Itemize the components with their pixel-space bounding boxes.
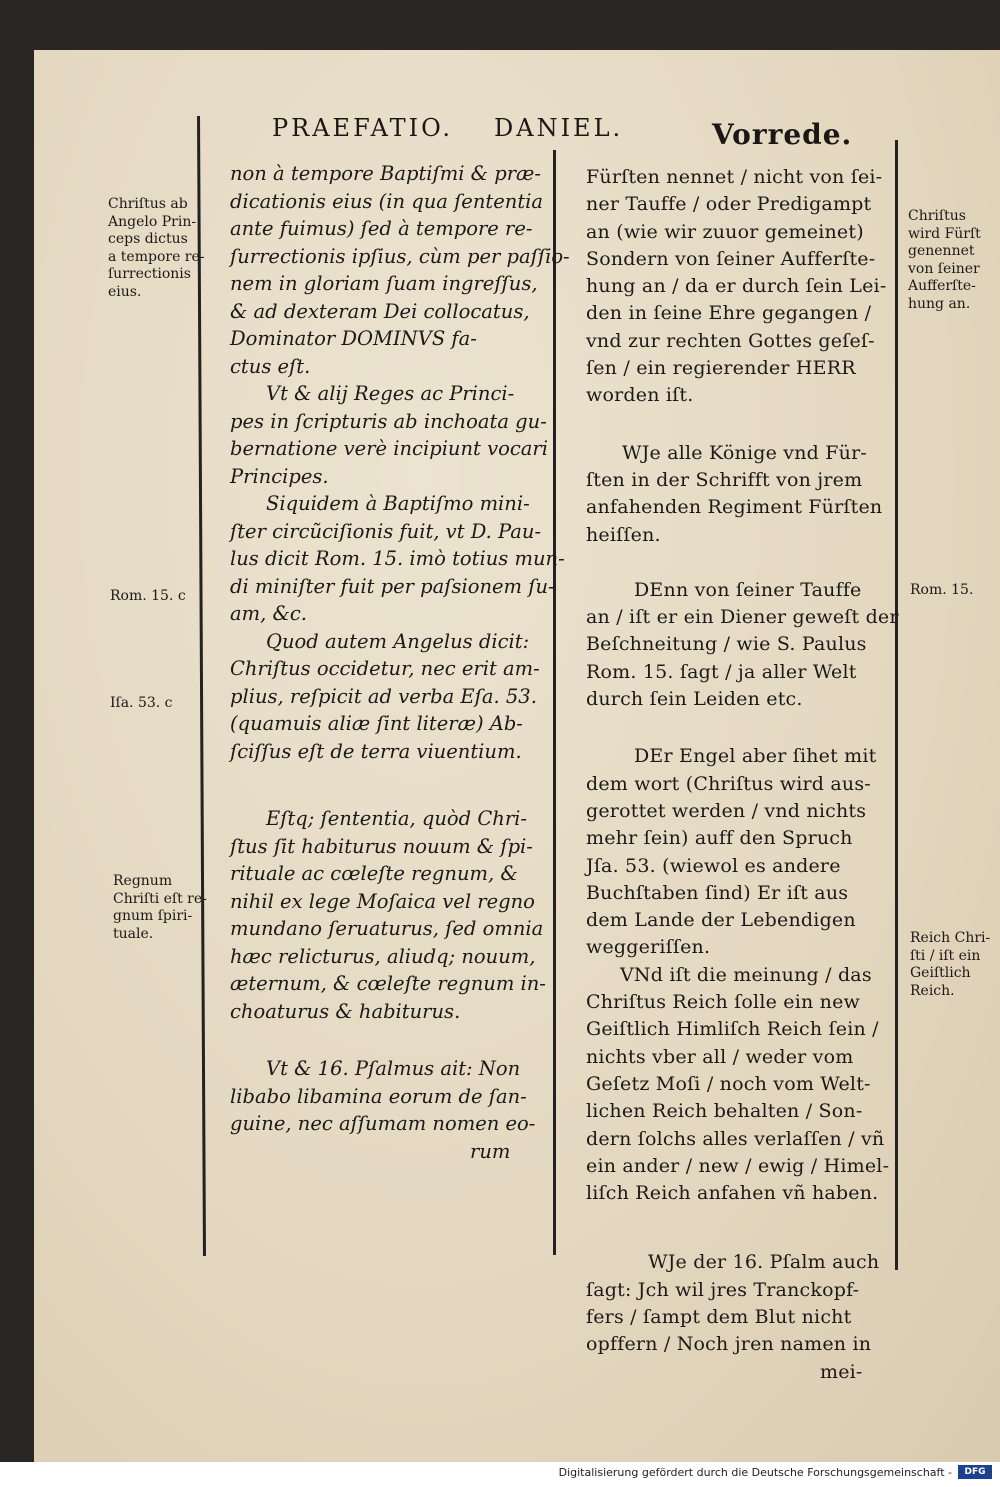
text-line: Geſetz Moſi / noch vom Welt-	[586, 1072, 871, 1095]
text-line: rituale ac cœleſte regnum, &	[230, 862, 518, 885]
text-line: ante fuimus) ſed à tempore re-	[230, 217, 533, 240]
text-line: bernatione verè incipiunt vocari	[230, 437, 548, 460]
latin-column	[230, 160, 570, 1165]
text-line: Vt & 16. Pſalmus ait: Non	[266, 1057, 521, 1080]
header-center: DANIEL.	[494, 114, 624, 142]
right-note-rom-15: Rom. 15.	[910, 582, 974, 598]
text-line: plius, reſpicit ad verba Eſa. 53.	[230, 684, 537, 708]
text-line: Beſchneitung / wie S. Paulus	[586, 633, 867, 656]
text-line: an / iſt er ein Diener geweſt der	[586, 606, 899, 629]
text-line: choaturus & habiturus.	[230, 999, 461, 1023]
text-line: ein ander / new / ewig / Himel-	[586, 1154, 890, 1177]
text-line: Geiſtlich Himliſch Reich ſein /	[586, 1018, 879, 1041]
text-line: Siquidem à Baptiſmo mini-	[266, 492, 530, 515]
text-line: am, &c.	[230, 602, 307, 625]
text-line: nihil ex lege Moſaica vel regno	[230, 889, 535, 913]
german-paragraph-2	[586, 440, 899, 549]
german-paragraph-5	[586, 962, 899, 1208]
text-line: ſagt: Jch wil jres Tranckopf-	[586, 1278, 860, 1301]
german-column	[586, 164, 899, 1386]
text-line: nem in gloriam ſuam ingreſſus,	[230, 272, 538, 295]
text-line: Chriſtus occidetur, nec erit am-	[230, 657, 540, 680]
dfg-logo: DFG	[958, 1465, 992, 1479]
text-line: ſciſſus eſt de terra viuentium.	[230, 739, 522, 763]
text-line: dem wort (Chriſtus wird aus-	[586, 772, 871, 795]
text-line: æternum, & cœleſte regnum in-	[230, 972, 546, 995]
latin-paragraph-6	[230, 1055, 570, 1165]
text-line: ſter circũciſionis fuit, vt D. Pau-	[230, 519, 542, 543]
text-line: lus dicit Rom. 15. imò totius mun-	[230, 547, 565, 570]
left-note-christus-princeps: Chriſtus ab Angelo Prin- ceps dictus a tempore re- ſurrectionis eius.	[108, 196, 205, 300]
text-line: dem Lande der Lebendigen	[586, 909, 856, 932]
text-line: Sondern von ſeiner Aufferſte-	[586, 247, 876, 270]
german-paragraph-4	[586, 743, 899, 961]
text-line: ner Tauffe / oder Predigampt	[586, 193, 872, 216]
text-line: guine, nec aſſumam nomen eo-	[230, 1112, 536, 1135]
text-line: dern ſolchs alles verlaſſen / vñ	[586, 1127, 885, 1150]
text-line: ſten in der Schrifft von jrem	[586, 468, 863, 491]
text-line: dicationis eius (in qua ſententia	[230, 189, 544, 213]
text-line: DEr Engel aber ſihet mit	[634, 745, 877, 768]
text-line: Chriſtus Reich ſolle ein new	[586, 991, 861, 1014]
text-line: liſch Reich anfahen vñ haben.	[586, 1182, 879, 1205]
text-line: opffern / Noch jren namen in	[586, 1333, 872, 1356]
left-note-regnum: Regnum Chriſti eſt re- gnum ſpiri- tuale.	[113, 873, 207, 942]
text-line: ctus eſt.	[230, 354, 311, 378]
text-line: mehr ſein) auff den Spruch	[586, 827, 853, 850]
left-note-isa-53: Iſa. 53. c	[110, 695, 173, 711]
header-right: Vorrede.	[712, 118, 853, 151]
text-line: (quamuis aliæ ſint literæ) Ab-	[230, 712, 523, 735]
text-line: Dominator DOMINVS fa-	[230, 327, 477, 350]
text-line: vnd zur rechten Gottes geſeſ-	[586, 329, 875, 352]
latin-paragraph-4	[230, 628, 570, 766]
text-line: Vt & alij Reges ac Princi-	[266, 382, 515, 405]
latin-paragraph-2	[230, 380, 570, 490]
text-line: heiſſen.	[586, 523, 661, 546]
text-line: ſen / ein regierender HERR	[586, 357, 856, 380]
text-line: ſurrectionis ipſius, cùm per paſſio-	[230, 244, 570, 268]
german-paragraph-6	[586, 1249, 899, 1385]
latin-paragraph-1	[230, 160, 570, 380]
text-line: hung an / da er durch ſein Lei-	[586, 275, 887, 298]
text-line: Rom. 15. ſagt / ja aller Welt	[586, 660, 857, 683]
text-line: libabo libamina eorum de ſan-	[230, 1084, 527, 1108]
text-line: di miniſter fuit per paſsionem ſu-	[230, 574, 555, 598]
text-line: worden iſt.	[586, 384, 694, 407]
german-paragraph-3	[586, 577, 899, 713]
text-line: nichts vber all / weder vom	[586, 1045, 854, 1068]
latin-paragraph-5	[230, 805, 570, 1025]
text-line: & ad dexteram Dei collocatus,	[230, 299, 530, 323]
text-line: durch ſein Leiden etc.	[586, 688, 803, 711]
text-line: DEnn von ſeiner Tauffe	[634, 578, 862, 601]
text-line: Fürſten nennet / nicht von ſei-	[586, 166, 883, 188]
latin-paragraph-3	[230, 490, 570, 628]
text-line: den in ſeine Ehre gegangen /	[586, 302, 872, 325]
right-note-christus-fuerst: Chriſtus wird Fürſt genennet von ſeiner Aufferſte- hung an.	[908, 208, 981, 312]
text-line: VNd iſt die meinung / das	[620, 963, 872, 986]
text-line: non à tempore Baptiſmi & præ-	[230, 162, 541, 185]
left-note-rom-15: Rom. 15. c	[110, 588, 186, 604]
catchword: rum	[470, 1139, 511, 1163]
text-line: fers / ſampt dem Blut nicht	[586, 1305, 852, 1328]
text-line: Jſa. 53. (wiewol es andere	[586, 854, 841, 877]
catchword: mei-	[820, 1360, 863, 1383]
text-line: anfahenden Regiment Fürſten	[586, 496, 883, 519]
text-line: WJe der 16. Pſalm auch	[648, 1251, 880, 1274]
text-line: Principes.	[230, 464, 329, 488]
text-line: gerottet werden / vnd nichts	[586, 799, 867, 822]
text-line: ſtus ſit habiturus nouum & ſpi-	[230, 834, 533, 858]
text-line: Quod autem Angelus dicit:	[266, 629, 530, 653]
text-line: pes in ſcripturis ab inchoata gu-	[230, 409, 547, 433]
text-line: Buchſtaben ſind) Er iſt aus	[586, 881, 849, 904]
header-left: PRAEFATIO.	[272, 114, 454, 142]
text-line: Eſtq; ſententia, quòd Chri-	[266, 807, 527, 830]
footer-credit: Digitalisierung gefördert durch die Deutsche Forschungsgemeinschaft -	[558, 1466, 952, 1479]
german-paragraph-1	[586, 164, 899, 410]
text-line: WJe alle Könige vnd Für-	[622, 441, 867, 464]
text-line: weggeriſſen.	[586, 936, 711, 959]
text-line: an (wie wir zuuor gemeinet)	[586, 220, 864, 243]
text-line: lichen Reich behalten / Son-	[586, 1100, 863, 1123]
text-line: hæc relicturus, aliudq; nouum,	[230, 944, 536, 968]
right-note-reich-christi: Reich Chri- ſti / iſt ein Geiſtlich Reich.	[910, 930, 991, 999]
text-line: mundano ſeruaturus, ſed omnia	[230, 917, 544, 940]
